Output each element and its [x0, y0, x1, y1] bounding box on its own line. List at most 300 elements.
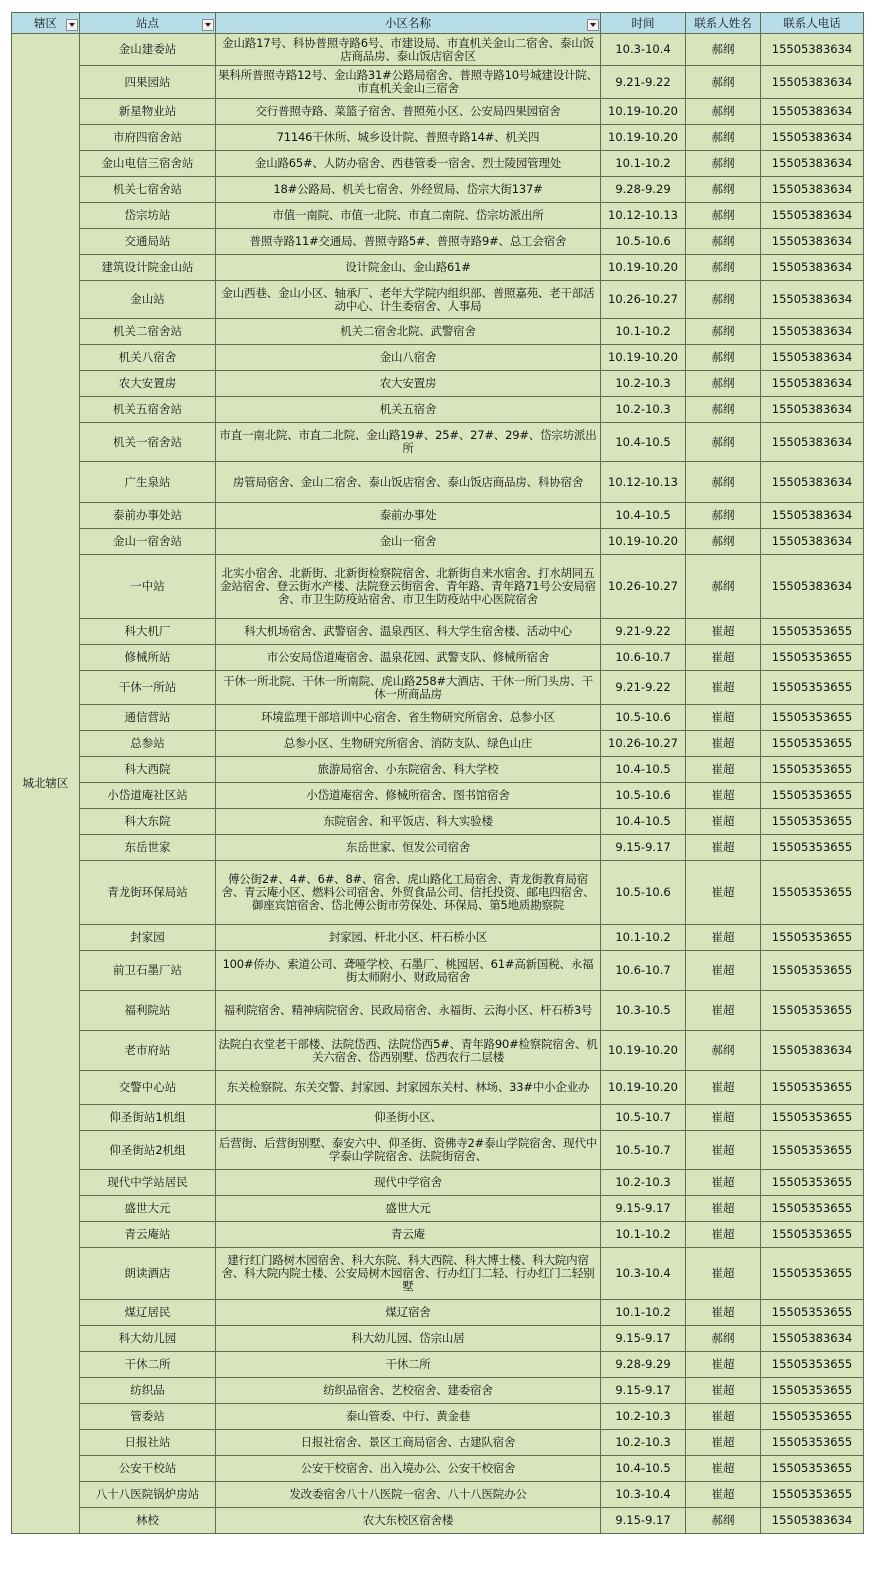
contact-name-cell[interactable]: 崔超	[686, 925, 761, 951]
station-cell[interactable]: 小岱道庵社区站	[80, 783, 216, 809]
station-cell[interactable]: 管委站	[80, 1404, 216, 1430]
header-contact-name	[686, 13, 761, 34]
station-cell[interactable]: 一中站	[80, 555, 216, 619]
station-cell[interactable]: 福利院站	[80, 991, 216, 1031]
time-cell[interactable]: 10.1-10.2	[601, 925, 686, 951]
time-cell[interactable]: 10.5-10.6	[601, 705, 686, 731]
contact-name-cell[interactable]: 崔超	[686, 1482, 761, 1508]
community-cell[interactable]: 设计院金山、金山路61#	[216, 255, 601, 281]
contact-phone-cell[interactable]: 15505383634	[761, 462, 864, 503]
station-cell[interactable]: 机关二宿舍站	[80, 319, 216, 345]
contact-phone-cell[interactable]: 15505353655	[761, 1071, 864, 1105]
contact-phone-cell[interactable]: 15505383634	[761, 99, 864, 125]
contact-phone-cell[interactable]: 15505353655	[761, 1378, 864, 1404]
contact-name-cell[interactable]: 郝纲	[686, 462, 761, 503]
time-cell[interactable]: 10.4-10.5	[601, 423, 686, 462]
contact-phone-cell[interactable]: 15505383634	[761, 345, 864, 371]
time-cell[interactable]: 9.28-9.29	[601, 177, 686, 203]
community-cell[interactable]: 农大安置房	[216, 371, 601, 397]
station-cell[interactable]: 干休一所站	[80, 671, 216, 705]
community-cell[interactable]: 旅游局宿舍、小东院宿舍、科大学校	[216, 757, 601, 783]
header-time	[601, 13, 686, 34]
contact-phone-cell[interactable]: 15505353655	[761, 835, 864, 861]
contact-name-cell[interactable]: 郝纲	[686, 99, 761, 125]
time-cell[interactable]: 10.4-10.5	[601, 757, 686, 783]
table-row	[12, 1352, 864, 1378]
table-row	[12, 809, 864, 835]
community-cell[interactable]: 市值一南院、市值一北院、市直二南院、岱宗坊派出所	[216, 203, 601, 229]
time-cell[interactable]: 10.1-10.2	[601, 1222, 686, 1248]
community-cell[interactable]: 金山路65#、人防办宿舍、西巷管委一宿舍、烈士陵园管理处	[216, 151, 601, 177]
community-cell[interactable]: 泰山管委、中行、黄金巷	[216, 1404, 601, 1430]
contact-phone-cell[interactable]: 15505353655	[761, 1196, 864, 1222]
contact-phone-cell[interactable]: 15505383634	[761, 1031, 864, 1071]
contact-phone-cell[interactable]: 15505353655	[761, 861, 864, 925]
community-cell[interactable]: 东院宿舍、和平饭店、科大实验楼	[216, 809, 601, 835]
contact-phone-cell[interactable]: 15505353655	[761, 1352, 864, 1378]
header-station-label: 站点	[136, 15, 159, 30]
community-cell[interactable]: 法院白衣堂老干部楼、法院岱西、法院岱西5#、青年路90#检察院宿舍、机关六宿舍、岱西别墅、岱西农行二层楼	[216, 1031, 601, 1071]
community-cell[interactable]: 科大幼儿园、岱宗山居	[216, 1326, 601, 1352]
time-cell[interactable]: 10.26-10.27	[601, 731, 686, 757]
station-cell[interactable]: 老市府站	[80, 1031, 216, 1071]
time-cell[interactable]: 10.1-10.2	[601, 151, 686, 177]
time-cell[interactable]: 10.19-10.20	[601, 99, 686, 125]
time-cell[interactable]: 10.3-10.5	[601, 991, 686, 1031]
contact-phone-cell[interactable]: 15505353655	[761, 619, 864, 645]
header-community-label: 小区名称	[385, 15, 431, 30]
contact-phone-cell[interactable]: 15505353655	[761, 1430, 864, 1456]
time-cell[interactable]: 10.3-10.4	[601, 1482, 686, 1508]
contact-phone-cell[interactable]: 15505383634	[761, 229, 864, 255]
station-cell[interactable]: 金山站	[80, 281, 216, 319]
community-cell[interactable]: 科大机场宿舍、武警宿舍、温泉西区、科大学生宿舍楼、活动中心	[216, 619, 601, 645]
station-cell[interactable]: 日报社站	[80, 1430, 216, 1456]
station-cell[interactable]: 机关七宿舍站	[80, 177, 216, 203]
time-cell[interactable]: 10.2-10.3	[601, 397, 686, 423]
contact-phone-cell[interactable]: 15505353655	[761, 925, 864, 951]
contact-phone-cell[interactable]: 15505353655	[761, 757, 864, 783]
contact-phone-cell[interactable]: 15505383634	[761, 255, 864, 281]
contact-name-cell[interactable]: 郝纲	[686, 34, 761, 66]
contact-phone-cell[interactable]: 15505383634	[761, 319, 864, 345]
time-cell[interactable]: 10.5-10.7	[601, 1105, 686, 1131]
station-cell[interactable]: 朗读酒店	[80, 1248, 216, 1300]
community-cell[interactable]: 100#侨办、索道公司、聋哑学校、石墨厂、桃园居、61#高新国税、永福街太师附小、财政局宿舍	[216, 951, 601, 991]
time-cell[interactable]: 10.19-10.20	[601, 1071, 686, 1105]
station-cell[interactable]: 科大幼儿园	[80, 1326, 216, 1352]
station-cell[interactable]: 纺织品	[80, 1378, 216, 1404]
contact-phone-cell[interactable]: 15505353655	[761, 1105, 864, 1131]
station-cell[interactable]: 新星物业站	[80, 99, 216, 125]
header-district	[12, 13, 80, 34]
table-row	[12, 529, 864, 555]
table-body	[12, 34, 864, 1534]
time-cell[interactable]: 10.4-10.5	[601, 809, 686, 835]
community-cell[interactable]: 青云庵	[216, 1222, 601, 1248]
community-cell[interactable]: 盛世大元	[216, 1196, 601, 1222]
time-cell[interactable]: 9.15-9.17	[601, 835, 686, 861]
community-cell[interactable]: 日报社宿舍、景区工商局宿舍、古建队宿舍	[216, 1430, 601, 1456]
contact-name-cell[interactable]: 崔超	[686, 1378, 761, 1404]
time-cell[interactable]: 10.3-10.4	[601, 1248, 686, 1300]
station-cell[interactable]: 金山电信三宿舍站	[80, 151, 216, 177]
table-row	[12, 1031, 864, 1071]
station-cell[interactable]: 科大机厂	[80, 619, 216, 645]
table-row	[12, 835, 864, 861]
contact-name-cell[interactable]: 崔超	[686, 671, 761, 705]
header-district-label: 辖区	[34, 15, 57, 30]
station-cell[interactable]: 青龙街环保局站	[80, 861, 216, 925]
station-cell[interactable]: 建筑设计院金山站	[80, 255, 216, 281]
community-cell[interactable]: 福利院宿舍、精神病院宿舍、民政局宿舍、永福街、云海小区、杆石桥3号	[216, 991, 601, 1031]
contact-phone-cell[interactable]: 15505383634	[761, 177, 864, 203]
header-contact-phone-label: 联系人电话	[783, 15, 841, 30]
station-cell[interactable]: 东岳世家	[80, 835, 216, 861]
table-row	[12, 1378, 864, 1404]
station-cell[interactable]: 四果园站	[80, 66, 216, 99]
time-cell[interactable]: 10.5-10.7	[601, 1131, 686, 1170]
contact-phone-cell[interactable]: 15505383634	[761, 34, 864, 66]
community-cell[interactable]: 金山一宿舍	[216, 529, 601, 555]
time-cell[interactable]: 9.15-9.17	[601, 1378, 686, 1404]
contact-phone-cell[interactable]: 15505353655	[761, 671, 864, 705]
time-cell[interactable]: 10.4-10.5	[601, 503, 686, 529]
community-cell[interactable]: 小岱道庵宿舍、修械所宿舍、图书馆宿舍	[216, 783, 601, 809]
contact-phone-cell[interactable]: 15505353655	[761, 1404, 864, 1430]
community-cell[interactable]: 北实小宿舍、北新街、北新街检察院宿舍、北新街自来水宿舍、打水胡同五金站宿舍、登云街水产楼、法院登云街宿舍、青年路、青年路71号公安局宿舍、市卫生防疫站宿舍、市卫生防疫站中心医院宿舍	[216, 555, 601, 619]
community-cell[interactable]: 市直一南北院、市直二北院、金山路19#、25#、27#、29#、岱宗坊派出所	[216, 423, 601, 462]
station-cell[interactable]: 农大安置房	[80, 371, 216, 397]
table-row	[12, 371, 864, 397]
contact-name-cell[interactable]: 郝纲	[686, 255, 761, 281]
contact-name-cell[interactable]: 崔超	[686, 1248, 761, 1300]
station-cell[interactable]: 广生泉站	[80, 462, 216, 503]
time-cell[interactable]: 10.19-10.20	[601, 345, 686, 371]
time-cell[interactable]: 9.15-9.17	[601, 1508, 686, 1534]
district-cell[interactable]: 城北辖区	[12, 34, 80, 1534]
time-cell[interactable]: 10.5-10.6	[601, 783, 686, 809]
station-cell[interactable]: 前卫石墨厂站	[80, 951, 216, 991]
time-cell[interactable]: 10.4-10.5	[601, 1456, 686, 1482]
contact-name-cell[interactable]: 郝纲	[686, 397, 761, 423]
contact-phone-cell[interactable]: 15505383634	[761, 1326, 864, 1352]
contact-name-cell[interactable]: 崔超	[686, 1352, 761, 1378]
time-cell[interactable]: 10.12-10.13	[601, 203, 686, 229]
table-row	[12, 645, 864, 671]
community-cell[interactable]: 封家园、杆北小区、杆石桥小区	[216, 925, 601, 951]
station-cell[interactable]: 交警中心站	[80, 1071, 216, 1105]
contact-phone-cell[interactable]: 15505353655	[761, 645, 864, 671]
station-cell[interactable]: 科大西院	[80, 757, 216, 783]
contact-phone-cell[interactable]: 15505383634	[761, 151, 864, 177]
community-cell[interactable]: 市公安局岱道庵宿舍、温泉花园、武警支队、修械所宿舍	[216, 645, 601, 671]
contact-name-cell[interactable]: 崔超	[686, 951, 761, 991]
station-filter-dropdown-icon[interactable]	[202, 19, 214, 31]
table-row	[12, 1170, 864, 1196]
contact-name-cell[interactable]: 崔超	[686, 705, 761, 731]
contact-name-cell[interactable]: 崔超	[686, 861, 761, 925]
contact-phone-cell[interactable]: 15505353655	[761, 1248, 864, 1300]
contact-phone-cell[interactable]: 15505383634	[761, 529, 864, 555]
station-cell[interactable]: 泰前办事处站	[80, 503, 216, 529]
station-cell[interactable]: 通信营站	[80, 705, 216, 731]
contact-phone-cell[interactable]: 15505353655	[761, 731, 864, 757]
header-row	[12, 13, 864, 34]
table-row	[12, 757, 864, 783]
community-cell[interactable]: 现代中学宿舍	[216, 1170, 601, 1196]
community-cell[interactable]: 农大东校区宿舍楼	[216, 1508, 601, 1534]
contact-name-cell[interactable]: 郝纲	[686, 125, 761, 151]
contact-name-cell[interactable]: 郝纲	[686, 371, 761, 397]
station-cell[interactable]: 机关五宿舍站	[80, 397, 216, 423]
contact-phone-cell[interactable]: 15505353655	[761, 1170, 864, 1196]
contact-name-cell[interactable]: 郝纲	[686, 66, 761, 99]
contact-name-cell[interactable]: 崔超	[686, 731, 761, 757]
community-cell[interactable]: 煤辽宿舍	[216, 1300, 601, 1326]
station-cell[interactable]: 干休二所	[80, 1352, 216, 1378]
table-row	[12, 319, 864, 345]
contact-phone-cell[interactable]: 15505383634	[761, 66, 864, 99]
table-row	[12, 861, 864, 925]
community-cell[interactable]: 71146干休所、城乡设计院、普照寺路14#、机关四	[216, 125, 601, 151]
time-cell[interactable]: 10.6-10.7	[601, 645, 686, 671]
station-cell[interactable]: 煤辽居民	[80, 1300, 216, 1326]
contact-name-cell[interactable]: 郝纲	[686, 281, 761, 319]
contact-name-cell[interactable]: 崔超	[686, 1222, 761, 1248]
contact-name-cell[interactable]: 崔超	[686, 1170, 761, 1196]
community-cell[interactable]: 后营街、后营街别墅、泰安六中、仰圣街、资佛寺2#泰山学院宿舍、现代中学泰山学院宿舍、法院街宿舍、	[216, 1131, 601, 1170]
station-cell[interactable]: 林校	[80, 1508, 216, 1534]
community-cell[interactable]: 纺织品宿舍、艺校宿舍、建委宿舍	[216, 1378, 601, 1404]
table-row	[12, 423, 864, 462]
contact-phone-cell[interactable]: 15505383634	[761, 281, 864, 319]
table-row	[12, 951, 864, 991]
contact-name-cell[interactable]: 崔超	[686, 835, 761, 861]
community-cell[interactable]: 发改委宿舍八十八医院一宿舍、八十八医院办公	[216, 1482, 601, 1508]
contact-phone-cell[interactable]: 15505353655	[761, 705, 864, 731]
table-row	[12, 1508, 864, 1534]
contact-name-cell[interactable]: 崔超	[686, 1430, 761, 1456]
table-row	[12, 1456, 864, 1482]
time-cell[interactable]: 10.1-10.2	[601, 1300, 686, 1326]
time-cell[interactable]: 10.5-10.6	[601, 229, 686, 255]
table-row	[12, 991, 864, 1031]
contact-name-cell[interactable]: 崔超	[686, 809, 761, 835]
station-cell[interactable]: 公安干校站	[80, 1456, 216, 1482]
community-cell[interactable]: 金山西巷、金山小区、轴承厂、老年大学院内组织部、普照嘉苑、老干部活动中心、计生委宿舍、人事局	[216, 281, 601, 319]
station-cell[interactable]: 现代中学站居民	[80, 1170, 216, 1196]
time-cell[interactable]: 10.2-10.3	[601, 1170, 686, 1196]
header-time-label: 时间	[631, 15, 655, 30]
time-cell[interactable]: 9.15-9.17	[601, 1196, 686, 1222]
community-cell[interactable]: 总参小区、生物研究所宿舍、消防支队、绿色山庄	[216, 731, 601, 757]
table-row	[12, 1248, 864, 1300]
time-cell[interactable]: 9.21-9.22	[601, 619, 686, 645]
contact-name-cell[interactable]: 崔超	[686, 1404, 761, 1430]
contact-name-cell[interactable]: 郝纲	[686, 1031, 761, 1071]
time-cell[interactable]: 10.6-10.7	[601, 951, 686, 991]
time-cell[interactable]: 10.19-10.20	[601, 125, 686, 151]
table-row	[12, 99, 864, 125]
community-cell[interactable]: 18#公路局、机关七宿舍、外经贸局、岱宗大街137#	[216, 177, 601, 203]
station-cell[interactable]: 机关一宿舍站	[80, 423, 216, 462]
table-row	[12, 66, 864, 99]
community-cell[interactable]: 环境监理干部培训中心宿舍、省生物研究所宿舍、总参小区	[216, 705, 601, 731]
time-cell[interactable]: 10.26-10.27	[601, 281, 686, 319]
table-row	[12, 671, 864, 705]
time-cell[interactable]: 9.15-9.17	[601, 1326, 686, 1352]
community-cell[interactable]: 金山八宿舍	[216, 345, 601, 371]
table-row	[12, 255, 864, 281]
time-cell[interactable]: 10.1-10.2	[601, 319, 686, 345]
station-cell[interactable]: 交通局站	[80, 229, 216, 255]
table-row	[12, 705, 864, 731]
contact-name-cell[interactable]: 崔超	[686, 991, 761, 1031]
table-row	[12, 345, 864, 371]
community-cell[interactable]: 东岳世家、恒发公司宿舍	[216, 835, 601, 861]
community-cell[interactable]: 普照寺路11#交通局、普照寺路5#、普照寺路9#、总工会宿舍	[216, 229, 601, 255]
table-row	[12, 1404, 864, 1430]
contact-phone-cell[interactable]: 15505353655	[761, 991, 864, 1031]
contact-name-cell[interactable]: 郝纲	[686, 1508, 761, 1534]
station-cell[interactable]: 科大东院	[80, 809, 216, 835]
time-cell[interactable]: 10.19-10.20	[601, 255, 686, 281]
header-contact-phone	[761, 13, 864, 34]
contact-phone-cell[interactable]: 15505383634	[761, 555, 864, 619]
community-cell[interactable]: 公安干校宿舍、出入境办公、公安干校宿舍	[216, 1456, 601, 1482]
contact-phone-cell[interactable]: 15505383634	[761, 503, 864, 529]
time-cell[interactable]: 10.26-10.27	[601, 555, 686, 619]
contact-name-cell[interactable]: 郝纲	[686, 203, 761, 229]
time-cell[interactable]: 9.28-9.29	[601, 1352, 686, 1378]
contact-phone-cell[interactable]: 15505353655	[761, 783, 864, 809]
time-cell[interactable]: 10.19-10.20	[601, 1031, 686, 1071]
community-cell[interactable]: 金山路17号、科协普照寺路6号、市建设局、市直机关金山二宿舍、泰山饭店商品房、泰山饭店宿舍区	[216, 34, 601, 66]
community-cell[interactable]: 交行普照寺路、菜篮子宿舍、普照苑小区、公安局四果园宿舍	[216, 99, 601, 125]
contact-phone-cell[interactable]: 15505383634	[761, 371, 864, 397]
station-cell[interactable]: 金山建委站	[80, 34, 216, 66]
contact-name-cell[interactable]: 崔超	[686, 1071, 761, 1105]
contact-name-cell[interactable]: 郝纲	[686, 1326, 761, 1352]
time-cell[interactable]: 10.3-10.4	[601, 34, 686, 66]
contact-phone-cell[interactable]: 15505353655	[761, 1456, 864, 1482]
district-filter-dropdown-icon[interactable]	[66, 19, 78, 31]
community-cell[interactable]: 干休二所	[216, 1352, 601, 1378]
time-cell[interactable]: 9.21-9.22	[601, 66, 686, 99]
contact-name-cell[interactable]: 崔超	[686, 1456, 761, 1482]
contact-phone-cell[interactable]: 15505383634	[761, 1508, 864, 1534]
table-row	[12, 1071, 864, 1105]
contact-name-cell[interactable]: 崔超	[686, 783, 761, 809]
contact-phone-cell[interactable]: 15505353655	[761, 809, 864, 835]
contact-name-cell[interactable]: 郝纲	[686, 177, 761, 203]
contact-phone-cell[interactable]: 15505383634	[761, 125, 864, 151]
station-schedule-table	[11, 12, 864, 1534]
community-cell[interactable]: 傅公街2#、4#、6#、8#、宿舍、虎山路化工局宿舍、青龙街教育局宿舍、青云庵小区、燃料公司宿舍、外贸食品公司、信托投资、邮电四宿舍、御座宾馆宿舍、岱北傅公街市劳保处、环保局、第5地质勘察院	[216, 861, 601, 925]
table-row	[12, 229, 864, 255]
time-cell[interactable]: 10.5-10.6	[601, 861, 686, 925]
community-cell[interactable]: 东关检察院、东关交警、封家园、封家园东关村、林场、33#中小企业办	[216, 1071, 601, 1105]
table-row	[12, 731, 864, 757]
contact-name-cell[interactable]: 郝纲	[686, 229, 761, 255]
contact-phone-cell[interactable]: 15505383634	[761, 203, 864, 229]
contact-name-cell[interactable]: 崔超	[686, 757, 761, 783]
station-cell[interactable]: 修械所站	[80, 645, 216, 671]
contact-name-cell[interactable]: 郝纲	[686, 151, 761, 177]
community-filter-dropdown-icon[interactable]	[587, 19, 599, 31]
contact-phone-cell[interactable]: 15505353655	[761, 1222, 864, 1248]
contact-phone-cell[interactable]: 15505383634	[761, 423, 864, 462]
time-cell[interactable]: 10.2-10.3	[601, 371, 686, 397]
contact-phone-cell[interactable]: 15505353655	[761, 1131, 864, 1170]
community-cell[interactable]: 机关二宿舍北院、武警宿舍	[216, 319, 601, 345]
table-row	[12, 203, 864, 229]
table-row	[12, 925, 864, 951]
table-row	[12, 281, 864, 319]
station-cell[interactable]: 仰圣街站1机组	[80, 1105, 216, 1131]
contact-name-cell[interactable]: 郝纲	[686, 555, 761, 619]
station-cell[interactable]: 八十八医院锅炉房站	[80, 1482, 216, 1508]
time-cell[interactable]: 9.21-9.22	[601, 671, 686, 705]
contact-name-cell[interactable]: 崔超	[686, 619, 761, 645]
table-row	[12, 619, 864, 645]
contact-name-cell[interactable]: 崔超	[686, 1131, 761, 1170]
table-row	[12, 783, 864, 809]
time-cell[interactable]: 10.2-10.3	[601, 1430, 686, 1456]
contact-name-cell[interactable]: 郝纲	[686, 503, 761, 529]
station-cell[interactable]: 市府四宿舍站	[80, 125, 216, 151]
community-cell[interactable]: 机关五宿舍	[216, 397, 601, 423]
station-cell[interactable]: 机关八宿舍	[80, 345, 216, 371]
station-cell[interactable]: 封家园	[80, 925, 216, 951]
station-cell[interactable]: 金山一宿舍站	[80, 529, 216, 555]
station-cell[interactable]: 仰圣街站2机组	[80, 1131, 216, 1170]
station-cell[interactable]: 总参站	[80, 731, 216, 757]
table-row	[12, 1222, 864, 1248]
contact-phone-cell[interactable]: 15505353655	[761, 951, 864, 991]
station-cell[interactable]: 盛世大元	[80, 1196, 216, 1222]
contact-name-cell[interactable]: 郝纲	[686, 529, 761, 555]
header-community	[216, 13, 601, 34]
community-cell[interactable]: 房管局宿舍、金山二宿舍、泰山饭店宿舍、泰山饭店商品房、科协宿舍	[216, 462, 601, 503]
contact-name-cell[interactable]: 郝纲	[686, 345, 761, 371]
time-cell[interactable]: 10.2-10.3	[601, 1404, 686, 1430]
table-row	[12, 1196, 864, 1222]
contact-name-cell[interactable]: 郝纲	[686, 423, 761, 462]
contact-phone-cell[interactable]: 15505353655	[761, 1300, 864, 1326]
community-cell[interactable]: 仰圣街小区、	[216, 1105, 601, 1131]
contact-name-cell[interactable]: 郝纲	[686, 319, 761, 345]
station-cell[interactable]: 青云庵站	[80, 1222, 216, 1248]
table-row	[12, 1482, 864, 1508]
table-row	[12, 503, 864, 529]
contact-phone-cell[interactable]: 15505353655	[761, 1482, 864, 1508]
community-cell[interactable]: 泰前办事处	[216, 503, 601, 529]
contact-name-cell[interactable]: 崔超	[686, 1105, 761, 1131]
station-cell[interactable]: 岱宗坊站	[80, 203, 216, 229]
community-cell[interactable]: 建行红门路树木园宿舍、科大东院、科大西院、科大博士楼、科大院内宿舍、科大院内院士楼、公安局树木园宿舍、行办红门二轻、行办红门二轻别墅	[216, 1248, 601, 1300]
time-cell[interactable]: 10.12-10.13	[601, 462, 686, 503]
community-cell[interactable]: 干休一所北院、干休一所南院、虎山路258#大酒店、干休一所门头房、干休一所商品房	[216, 671, 601, 705]
table-row	[12, 462, 864, 503]
contact-name-cell[interactable]: 崔超	[686, 645, 761, 671]
contact-name-cell[interactable]: 崔超	[686, 1196, 761, 1222]
time-cell[interactable]: 10.19-10.20	[601, 529, 686, 555]
community-cell[interactable]: 果科所普照寺路12号、金山路31#公路局宿舍、普照寺路10号城建设计院、市直机关金山三宿舍	[216, 66, 601, 99]
contact-phone-cell[interactable]: 15505383634	[761, 397, 864, 423]
contact-name-cell[interactable]: 崔超	[686, 1300, 761, 1326]
